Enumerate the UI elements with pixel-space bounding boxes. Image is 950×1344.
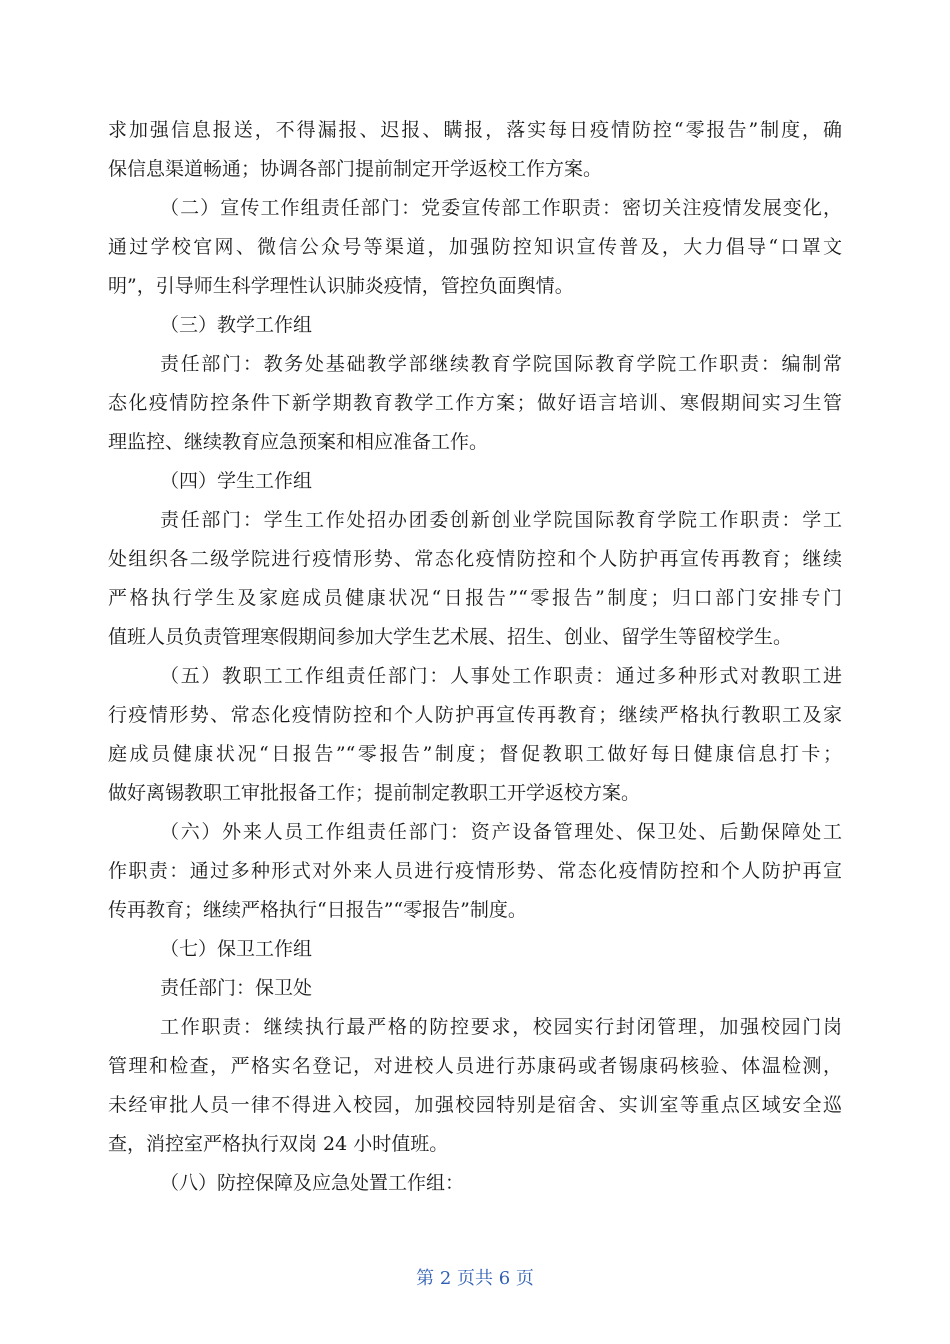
paragraph-line: 值班人员负责管理寒假期间参加大学生艺术展、招生、创业、留学生等留校学生。 [108, 626, 793, 648]
section-heading: （三）教学工作组 [160, 314, 313, 336]
paragraph-line: 行疫情形势、常态化疫情防控和个人防护再宣传再教育；继续严格执行教职工及家 [108, 704, 842, 726]
paragraph-line: 态化疫情防控条件下新学期教育教学工作方案；做好语言培训、寒假期间实习生管 [108, 392, 842, 414]
section-heading-line: （五）教职工工作组责任部门：人事处工作职责：通过多种形式对教职工进 [160, 665, 842, 687]
paragraph-line: 传再教育；继续严格执行“日报告”“零报告”制度。 [108, 899, 527, 921]
paragraph-line: 未经审批人员一律不得进入校园，加强校园特别是宿舍、实训室等重点区域安全巡 [108, 1094, 842, 1116]
paragraph-line: 严格执行学生及家庭成员健康状况“日报告”“零报告”制度；归口部门安排专门 [108, 587, 842, 609]
paragraph-line: 保信息渠道畅通；协调各部门提前制定开学返校工作方案。 [108, 158, 603, 180]
section-heading-line: （二）宣传工作组责任部门：党委宣传部工作职责：密切关注疫情发展变化， [160, 197, 842, 219]
section-heading: （八）防控保障及应急处置工作组： [160, 1172, 465, 1194]
paragraph-line: 责任部门：教务处基础教学部继续教育学院国际教育学院工作职责：编制常 [160, 353, 842, 375]
paragraph-line: 责任部门：保卫处 [160, 977, 313, 999]
document-body [108, 111, 842, 1203]
paragraph-line: 做好离锡教职工审批报备工作；提前制定教职工开学返校方案。 [108, 782, 641, 804]
paragraph-line: 处组织各二级学院进行疫情形势、常态化疫情防控和个人防护再宣传再教育；继续 [108, 548, 842, 570]
paragraph-line: 作职责：通过多种形式对外来人员进行疫情形势、常态化疫情防控和个人防护再宣 [108, 860, 842, 882]
section-heading: （四）学生工作组 [160, 470, 313, 492]
page-number-footer: 第 2 页共 6 页 [416, 1268, 534, 1289]
paragraph-line: 庭成员健康状况“日报告”“零报告”制度；督促教职工做好每日健康信息打卡； [108, 743, 842, 765]
section-heading-line: （六）外来人员工作组责任部门：资产设备管理处、保卫处、后勤保障处工 [160, 821, 842, 843]
paragraph-line: 明”，引导师生科学理性认识肺炎疫情，管控负面舆情。 [108, 275, 574, 297]
section-heading: （七）保卫工作组 [160, 938, 313, 960]
paragraph-line: 通过学校官网、微信公众号等渠道，加强防控知识宣传普及，大力倡导“口罩文 [108, 236, 842, 258]
paragraph-line: 责任部门：学生工作处招办团委创新创业学院国际教育学院工作职责：学工 [160, 509, 842, 531]
paragraph-line: 查，消控室严格执行双岗 24 小时值班。 [108, 1133, 449, 1155]
paragraph-line: 工作职责：继续执行最严格的防控要求，校园实行封闭管理，加强校园门岗 [160, 1016, 842, 1038]
paragraph-line: 管理和检查，严格实名登记，对进校人员进行苏康码或者锡康码核验、体温检测， [108, 1055, 842, 1077]
paragraph-line: 理监控、继续教育应急预案和相应准备工作。 [108, 431, 489, 453]
paragraph-line: 求加强信息报送，不得漏报、迟报、瞒报，落实每日疫情防控“零报告”制度，确 [108, 119, 842, 141]
